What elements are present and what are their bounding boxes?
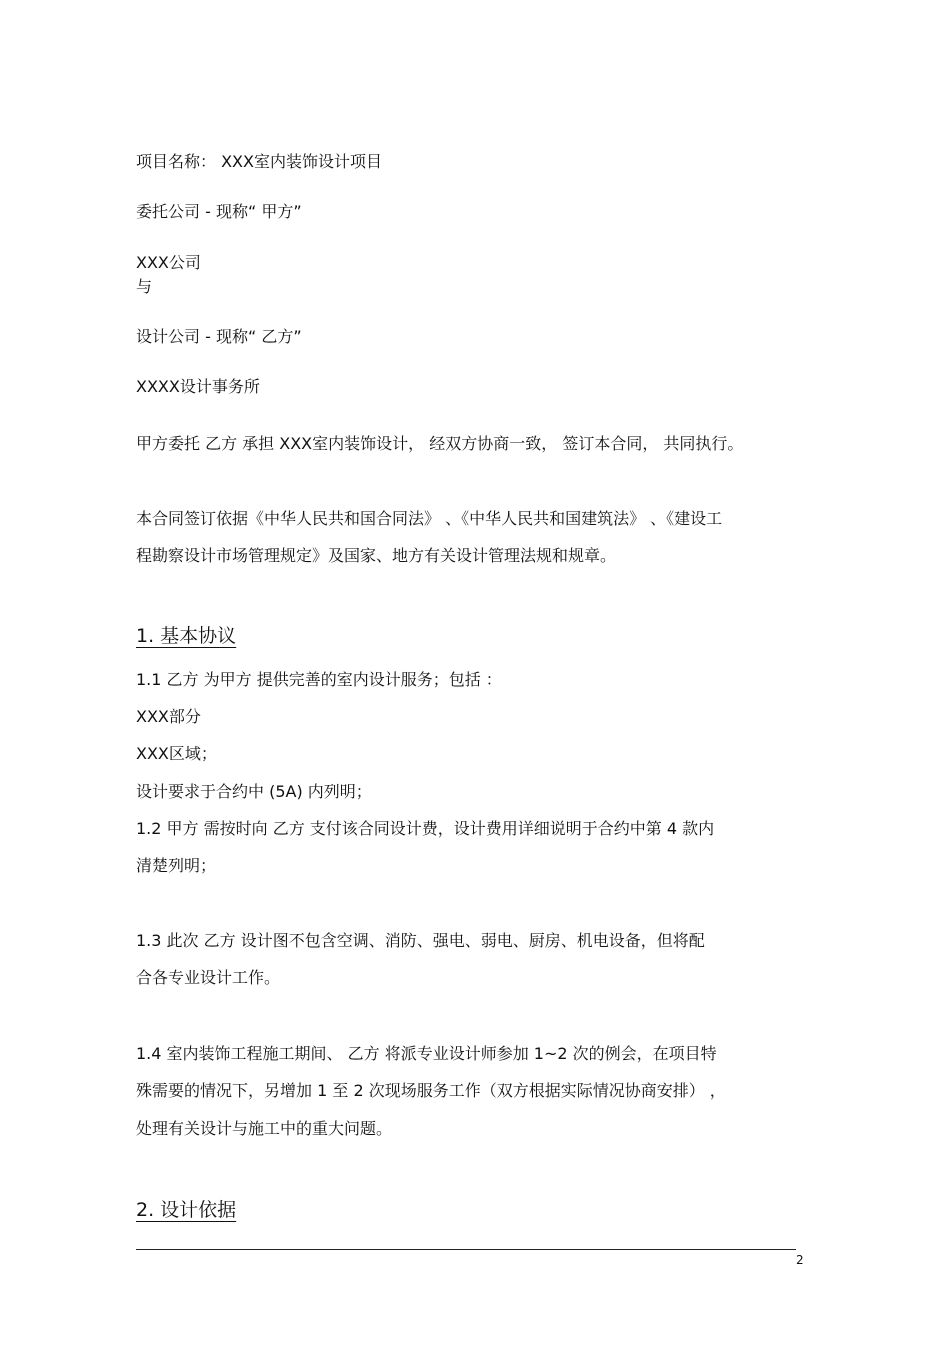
clause-1-4-line-1: 1.4 室内装饰工程施工期间、 乙方 将派专业设计师参加 1~2 次的例会，在项目特 — [136, 1044, 717, 1063]
clause-1-2-line-2: 清楚列明； — [136, 856, 217, 875]
project-name-line: 项目名称： XXX室内装饰设计项目 — [136, 152, 382, 171]
section-2-heading — [136, 1197, 250, 1223]
and-connector: 与 — [136, 277, 153, 296]
legal-basis-line-2: 程勘察设计市场管理规定》及国家、地方有关设计管理法规和规章。 — [136, 546, 617, 565]
clause-1-1-line-2: XXX部分 — [136, 707, 201, 726]
clause-1-1-line-4: 设计要求于合约中 (5A) 内列明； — [136, 782, 372, 801]
design-company-line: 设计公司 - 现称“ 乙方” — [136, 327, 302, 346]
footer-divider — [136, 1249, 796, 1250]
clause-1-4-line-2: 殊需要的情况下，另增加 1 至 2 次现场服务工作（双方根据实际情况协商安排） ， — [136, 1081, 726, 1100]
client-company-name: XXX公司 — [136, 253, 201, 272]
clause-1-1-line-1: 1.1 乙方 为甲方 提供完善的室内设计服务；包括 ： — [136, 670, 502, 689]
intro-paragraph: 甲方委托 乙方 承担 XXX室内装饰设计， 经双方协商一致， 签订本合同， 共同执行。 — [136, 434, 744, 453]
page-number: 2 — [796, 1253, 804, 1267]
section-1-title: 1. 基本协议 — [136, 625, 237, 647]
clause-1-4-line-3: 处理有关设计与施工中的重大问题。 — [136, 1119, 393, 1138]
legal-basis-line-1: 本合同签订依据《中华人民共和国合同法》 、《中华人民共和国建筑法》 、《建设工 — [136, 509, 723, 528]
section-1-heading — [136, 623, 250, 649]
clause-1-2-line-1: 1.2 甲方 需按时向 乙方 支付该合同设计费，设计费用详细说明于合约中第 4 款内 — [136, 819, 715, 838]
clause-1-1-line-3: XXX区域； — [136, 744, 217, 763]
section-2-title: 2. 设计依据 — [136, 1199, 237, 1221]
clause-1-3-line-1: 1.3 此次 乙方 设计图不包含空调、消防、强电、弱电、厨房、机电设备，但将配 — [136, 931, 705, 950]
clause-1-3-line-2: 合各专业设计工作。 — [136, 968, 281, 987]
design-company-name: XXXX设计事务所 — [136, 377, 260, 396]
client-company-line: 委托公司 - 现称“ 甲方” — [136, 202, 302, 221]
